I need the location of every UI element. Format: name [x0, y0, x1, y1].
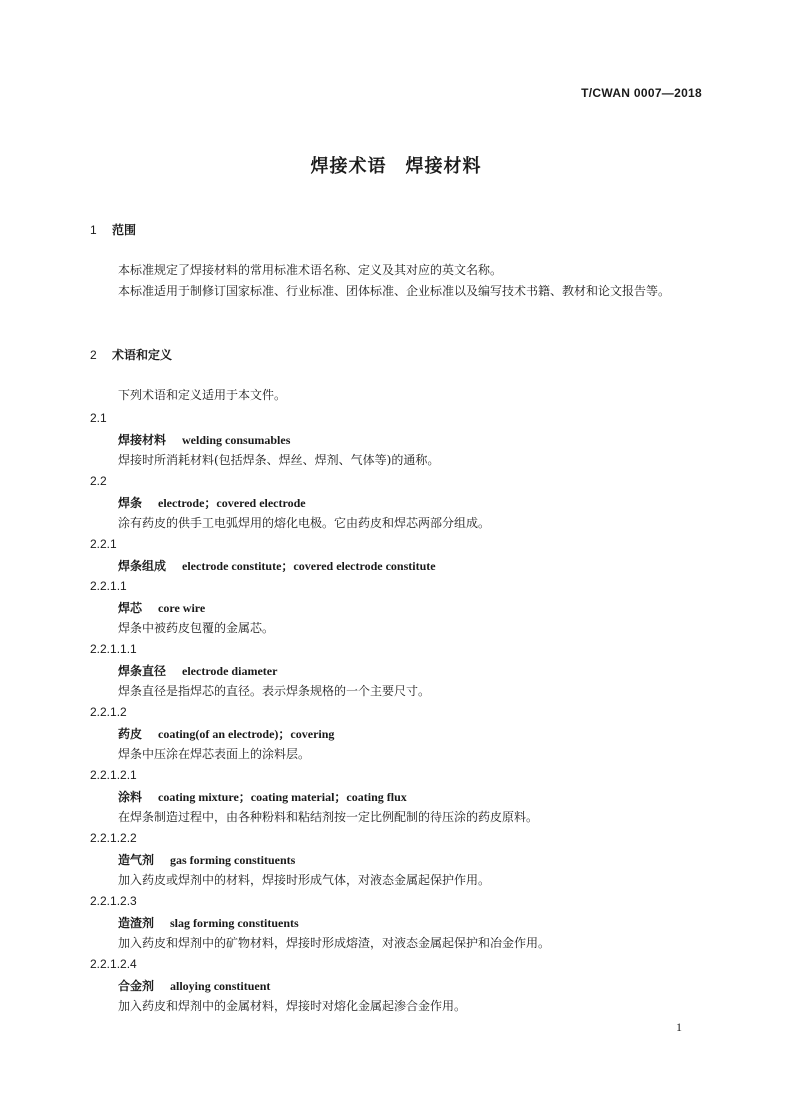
clause-number: 2.2.1.2.3 — [90, 894, 137, 908]
term-zh: 焊芯 — [118, 601, 143, 615]
clause-number: 2.2.1.2.1 — [90, 768, 137, 782]
term-entry — [118, 557, 436, 574]
term-en: coating(of an electrode)；covering — [158, 727, 335, 741]
term-en: slag forming constituents — [170, 916, 299, 930]
term-definition: 在焊条制造过程中，由各种粉料和粘结剂按一定比例配制的待压涂的药皮原料。 — [118, 810, 539, 824]
term-entry — [118, 494, 306, 511]
term-definition: 涂有药皮的供手工电弧焊用的熔化电极。它由药皮和焊芯两部分组成。 — [118, 516, 491, 530]
clause-number: 2.1 — [90, 411, 107, 425]
term-zh: 焊条组成 — [118, 559, 167, 573]
term-zh: 合金剂 — [118, 979, 155, 993]
term-definition: 焊条直径是指焊芯的直径。表示焊条规格的一个主要尺寸。 — [118, 684, 431, 698]
term-zh: 药皮 — [118, 727, 143, 741]
standard-code: T/CWAN 0007—2018 — [581, 86, 702, 100]
term-entry — [118, 431, 290, 448]
clause-number: 2.2 — [90, 474, 107, 488]
term-definition: 加入药皮或焊剂中的材料，焊接时形成气体，对液态金属起保护作用。 — [118, 873, 491, 887]
clause-number: 2.2.1.1.1 — [90, 642, 137, 656]
clause-number: 2.2.1.2 — [90, 705, 127, 719]
term-zh: 涂料 — [118, 790, 143, 804]
section-1-heading — [90, 221, 136, 238]
scope-paragraph-1: 本标准规定了焊接材料的常用标准术语名称、定义及其对应的英文名称。 — [118, 263, 503, 277]
term-definition: 焊条中压涂在焊芯表面上的涂料层。 — [118, 747, 311, 761]
term-entry — [118, 788, 407, 805]
term-en: electrode constitute；covered electrode constitute — [182, 559, 436, 573]
term-en: electrode diameter — [182, 664, 278, 678]
section-number: 2 — [90, 348, 97, 362]
term-entry — [118, 977, 270, 994]
term-definition: 加入药皮和焊剂中的金属材料，焊接时对熔化金属起渗合金作用。 — [118, 999, 467, 1013]
clause-number: 2.2.1.1 — [90, 579, 127, 593]
term-definition: 焊接时所消耗材料(包括焊条、焊丝、焊剂、气体等)的通称。 — [118, 453, 440, 467]
term-entry — [118, 914, 299, 931]
term-zh: 焊条直径 — [118, 664, 167, 678]
page-number: 1 — [676, 1020, 682, 1034]
term-en: core wire — [158, 601, 206, 615]
term-definition: 焊条中被药皮包覆的金属芯。 — [118, 621, 275, 635]
term-entry — [118, 599, 205, 616]
term-en: alloying constituent — [170, 979, 271, 993]
terms-intro: 下列术语和定义适用于本文件。 — [118, 388, 287, 402]
clause-number: 2.2.1.2.2 — [90, 831, 137, 845]
term-zh: 焊条 — [118, 496, 143, 510]
term-en: welding consumables — [182, 433, 291, 447]
section-number: 1 — [90, 223, 97, 237]
clause-number: 2.2.1 — [90, 537, 117, 551]
term-zh: 造气剂 — [118, 853, 155, 867]
section-2-heading — [90, 346, 172, 363]
term-zh: 造渣剂 — [118, 916, 155, 930]
section-title: 术语和定义 — [112, 348, 173, 362]
clause-number: 2.2.1.2.4 — [90, 957, 137, 971]
term-entry — [118, 662, 277, 679]
term-en: electrode；covered electrode — [158, 496, 306, 510]
term-definition: 加入药皮和焊剂中的矿物材料，焊接时形成熔渣，对液态金属起保护和冶金作用。 — [118, 936, 551, 950]
term-zh: 焊接材料 — [118, 433, 167, 447]
term-entry — [118, 851, 295, 868]
section-title: 范围 — [112, 223, 137, 237]
document-title: 焊接术语 焊接材料 — [310, 156, 482, 177]
term-entry — [118, 725, 334, 742]
term-en: coating mixture；coating material；coating flux — [158, 790, 407, 804]
scope-paragraph-2: 本标准适用于制修订国家标准、行业标准、团体标准、企业标准以及编写技术书籍、教材和论文报告等。 — [118, 284, 671, 298]
term-en: gas forming constituents — [170, 853, 296, 867]
